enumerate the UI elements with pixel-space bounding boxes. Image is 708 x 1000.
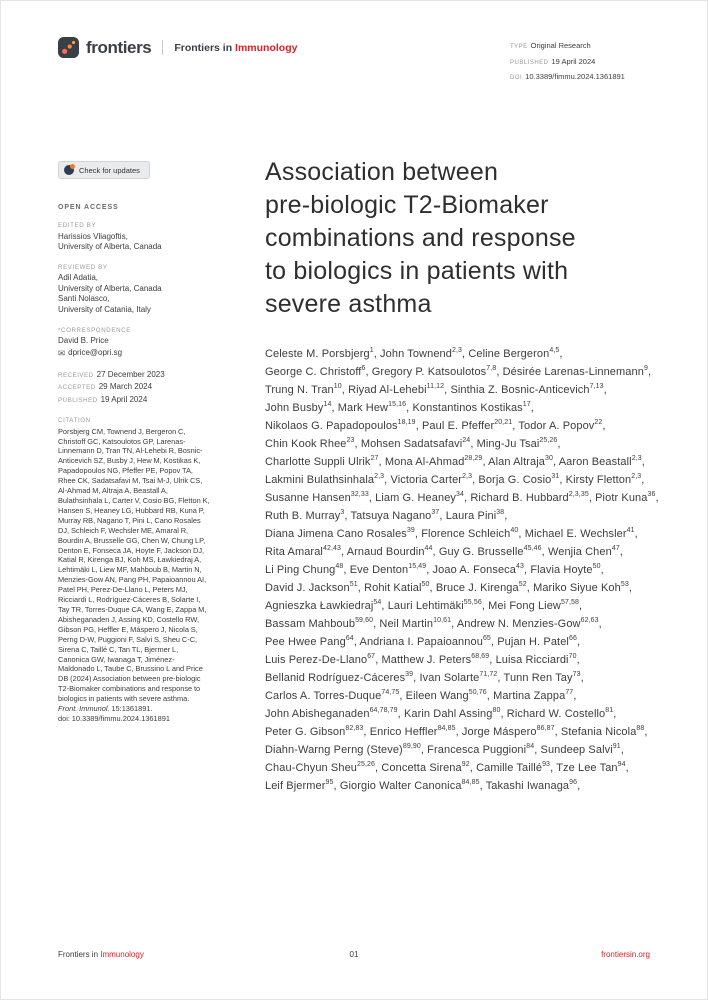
author: George C. Christoff$^6$, (265, 364, 369, 378)
author: Tatsuya Nagano$^{37}$, (350, 508, 443, 522)
author: Peter G. Gibson$^{82,83}$, (265, 724, 367, 738)
check-for-updates-button[interactable] (58, 161, 150, 179)
journal-name: Frontiers in Immunology (174, 41, 298, 54)
author: John Townend$^{2,3}$, (380, 346, 466, 360)
author: Chin Kook Rhee$^{23}$, (265, 436, 358, 450)
author-affiliation-sup: 92 (461, 760, 470, 768)
author-affiliation-sup: 59,60 (355, 616, 374, 624)
author-affiliation-sup: 1 (369, 346, 374, 354)
brand-divider (162, 40, 163, 55)
check-for-updates-label: Check for updates (79, 165, 140, 175)
frontiers-brand (58, 37, 297, 58)
author: Désirée Larenas-Linnemann$^9$, (502, 364, 652, 378)
sidebar-text-line: Santi Nolasco, (58, 294, 110, 304)
header-meta-row (510, 39, 650, 53)
author: Camille Taillé$^{93}$, (476, 760, 554, 774)
author-affiliation-sup: 93 (542, 760, 551, 768)
author-affiliation-sup: 38 (496, 508, 505, 516)
author: Lakmini Bulathsinhala$^{2,3}$, (265, 472, 388, 486)
author: Bruce J. Kirenga$^{52}$, (435, 580, 530, 594)
author: Nikolaos G. Papadopoulos$^{18,19}$, (265, 418, 419, 432)
author: Jorge Máspero$^{86,87}$, (461, 724, 558, 738)
author-affiliation-sup: 86,87 (536, 724, 555, 732)
correspondence-label: *CORRESPONDENCE (58, 326, 131, 334)
article-title (265, 156, 659, 321)
author: Alan Altraja$^{30}$, (488, 454, 557, 468)
author-affiliation-sup: 51 (349, 580, 358, 588)
correspondence-section (58, 327, 210, 358)
author: Bellanid Rodríguez-Cáceres$^{39}$, (265, 670, 417, 684)
sidebar-text-line: University of Alberta, Canada (58, 242, 162, 252)
author-affiliation-sup: 64,78,79 (369, 706, 398, 714)
author: Mariko Siyue Koh$^{53}$, (533, 580, 633, 594)
author-affiliation-sup: 23 (346, 436, 355, 444)
author-affiliation-sup: 50,76 (468, 688, 487, 696)
author: Celine Bergeron$^{4,5}$, (468, 346, 563, 360)
author-affiliation-sup: 20,21 (494, 418, 513, 426)
author-affiliation-sup: 2,3 (374, 472, 385, 480)
sidebar-text-line: Harissios Vliagoftis, (58, 231, 128, 241)
author-affiliation-sup: 2,3 (462, 472, 473, 480)
author-affiliation-sup: 2,3 (631, 472, 642, 480)
author: Victoria Carter$^{2,3}$, (390, 472, 476, 486)
author-affiliation-sup: 94 (617, 760, 626, 768)
sidebar-review-sections (58, 222, 210, 316)
correspondence-email-row (58, 348, 210, 358)
author: Laura Pini$^{38}$, (445, 508, 508, 522)
author-affiliation-sup: 84,85 (461, 778, 480, 786)
author: John Busby$^{14}$, (265, 400, 335, 414)
meta-label: TYPE (510, 44, 528, 50)
date-label: RECEIVED (58, 371, 94, 379)
sidebar-text-line: University of Alberta, Canada (58, 283, 162, 293)
author: Enrico Heffler$^{84,85}$, (369, 724, 459, 738)
date-value: 19 April 2024 (100, 394, 148, 404)
author: Stefania Nicola$^{88}$, (560, 724, 648, 738)
author-affiliation-sup: 52 (518, 580, 527, 588)
author: Sinthia Z. Bosnic-Anticevich$^{7,13}$, (450, 382, 607, 396)
author: David J. Jackson$^{51}$, (265, 580, 361, 594)
author-affiliation-sup: 14 (323, 400, 332, 408)
author: Gregory P. Katsoulotos$^{7,8}$, (371, 364, 500, 378)
author: Pee Hwee Pang$^{64}$, (265, 634, 357, 648)
author-affiliation-sup: 68,69 (471, 652, 490, 660)
author-affiliation-sup: 11,12 (426, 382, 445, 390)
author: Todor A. Popov$^{22}$, (518, 418, 606, 432)
author-affiliation-sup: 30 (545, 454, 554, 462)
author: Bassam Mahboub$^{59,60}$, (265, 616, 377, 630)
date-value: 29 March 2024 (98, 382, 153, 392)
author: Eileen Wang$^{50,76}$, (405, 688, 490, 702)
author-affiliation-sup: 77 (565, 688, 574, 696)
author: Pujan H. Patel$^{66}$, (497, 634, 581, 648)
author-affiliation-sup: 10,61 (433, 616, 452, 624)
author-affiliation-sup: 50 (592, 562, 601, 570)
author: Takashi Iwanaga$^{96}$, (485, 778, 581, 792)
frontiers-wordmark: frontiers (86, 37, 152, 57)
author: Andrew N. Menzies-Gow$^{62,63}$, (456, 616, 602, 630)
date-row (58, 381, 210, 394)
meta-value: 19 April 2024 (551, 56, 596, 66)
author: Giorgio Walter Canonica$^{84,85}$, (339, 778, 483, 792)
author: Neil Martin$^{10,61}$, (379, 616, 455, 630)
author-affiliation-sup: 96 (569, 778, 578, 786)
author: Aaron Beastall$^{2,3}$, (558, 454, 645, 468)
author: Paul E. Pfeffer$^{20,21}$, (422, 418, 516, 432)
author: Li Ping Chung$^{48}$, (265, 562, 347, 576)
date-row (58, 369, 210, 382)
author: Mona Al-Ahmad$^{28,29}$, (384, 454, 486, 468)
author: Riyad Al-Lehebi$^{11,12}$, (348, 382, 448, 396)
sidebar-section (58, 264, 210, 316)
author-affiliation-sup: 25,26 (357, 760, 376, 768)
author: Charlotte Suppli Ulrik$^{27}$, (265, 454, 382, 468)
citation-label: CITATION (58, 417, 91, 425)
author: Diana Jimena Cano Rosales$^{39}$, (265, 526, 419, 540)
author: Piotr Kuna$^{36}$, (595, 490, 659, 504)
meta-value: Original Research (530, 41, 591, 50)
sidebar-section-label: REVIEWED BY (58, 263, 108, 271)
footer-site-link[interactable]: frontiersin.org (601, 950, 650, 959)
author: Eve Denton$^{15,49}$, (349, 562, 430, 576)
author-affiliation-sup: 73 (572, 670, 581, 678)
author: Tze Lee Tan$^{94}$, (556, 760, 629, 774)
author-list (265, 345, 659, 795)
sidebar-section-label: EDITED BY (58, 222, 97, 229)
header-meta (510, 37, 650, 86)
author: Concetta Sirena$^{92}$, (381, 760, 473, 774)
author: Florence Schleich$^{40}$, (421, 526, 522, 540)
frontiers-logo-icon (58, 37, 79, 58)
author: Wenjia Chen$^{47}$, (547, 544, 623, 558)
author-affiliation-sup: 6 (361, 364, 366, 372)
author: Mark Hew$^{15,16}$, (337, 400, 410, 414)
author-affiliation-sup: 47 (611, 544, 620, 552)
citation-text: Porsbjerg CM, Townend J, Bergeron C, Christoff GC, Katsoulotos GP, Larenas-Linnemann D, Tran TN, Al-Lehebi R, Bosnic-Anticevich SZ, Busby J, Hew M, Kostikas K, Papadopoulos NG, Pfeffer PE, Popov TA, Rhee CK, Sadatsafavi M, Tsai M-J, Ulrik CS, Al-Ahmad M, Altraja A, Beastall A, Bulathsinhala L, Carter V, Cosio BG, Fletton K, Hansen S, Heaney LG, Hubbard RB, Kuna P, Murray RB, Nagano T, Pini L, Cano Rosales DJ, Schleich F, Wechsler ME, Amaral R, Bourdin A, Brusselle GG, Chen W, Chung LP, Denton E, Fonseca JA, Hoyte F, Jackson DJ, Katial R, Kirenga BJ, Koh MS, Ławkiedraj A, Lehtimäki L, Liew MF, Mahboub B, Martin N, Menzies-Gow AN, Pang PH, Papaioannou AI, Patel PH, Perez-De-Llano L, Peters MJ, Ricciardi L, Rodríguez-Cáceres B, Solarte I, Tay TR, Torres-Duque CA, Wang E, Zappa M, Abisheganaden J, Assing KD, Costello RW, Gibson PG, Heffler E, Máspero J, Nicola S, Perng D-W, Puggioni F, Salvi S, Sheu C-C, Sirena C, Taillé C, Tan TL, Bjermer L, Canonica GW, Iwanaga T, Jiménez-Maldonado L, Taube C, Brussino L and Price DB (2024) Association between pre-biologic T2-Biomaker combinations and response to biologics in patients with severe asthma. Front. Immunol. 15:1361891. doi: 10.3389/fimmu.2024.1361891 (58, 426, 210, 723)
author: Liam G. Heaney$^{34}$, (375, 490, 468, 504)
author: Arnaud Bourdin$^{44}$, (346, 544, 436, 558)
author-affiliation-sup: 4,5 (549, 346, 560, 354)
crossmark-icon (64, 165, 74, 175)
author-affiliation-sup: 70 (568, 652, 577, 660)
author-affiliation-sup: 62,63 (580, 616, 599, 624)
author: Ivan Solarte$^{71,72}$, (419, 670, 501, 684)
author-affiliation-sup: 54 (373, 598, 382, 606)
author-affiliation-sup: 39 (405, 670, 414, 678)
author-affiliation-sup: 18,19 (397, 418, 416, 426)
author: Lauri Lehtimäki$^{55,56}$, (387, 598, 485, 612)
author: Borja G. Cosio$^{31}$, (478, 472, 563, 486)
author: Luis Perez-De-Llano$^{67}$, (265, 652, 379, 666)
author-affiliation-sup: 39 (406, 526, 415, 534)
author-affiliation-sup: 7,13 (589, 382, 604, 390)
author-affiliation-sup: 2,3 (631, 454, 642, 462)
author-affiliation-sup: 28,29 (464, 454, 483, 462)
author-affiliation-sup: 25,26 (539, 436, 558, 444)
author-affiliation-sup: 17 (522, 400, 531, 408)
author: Richard W. Costello$^{81}$, (506, 706, 617, 720)
title-line: severe asthma (265, 290, 432, 318)
author: Sundeep Salvi$^{91}$, (540, 742, 624, 756)
author-affiliation-sup: 24 (462, 436, 471, 444)
date-value: 27 December 2023 (96, 369, 165, 379)
author: Konstantinos Kostikas$^{17}$, (412, 400, 534, 414)
title-line: combinations and response (265, 224, 576, 252)
author-affiliation-sup: 42,43 (322, 544, 341, 552)
author-affiliation-sup: 64 (345, 634, 354, 642)
author-affiliation-sup: 71,72 (479, 670, 498, 678)
author: Tunn Ren Tay$^{73}$, (503, 670, 584, 684)
author-affiliation-sup: 27 (370, 454, 379, 462)
author: Susanne Hansen$^{32,33}$, (265, 490, 372, 504)
author-affiliation-sup: 65 (482, 634, 491, 642)
author-affiliation-sup: 67 (367, 652, 376, 660)
author: Celeste M. Porsbjerg$^1$, (265, 346, 377, 360)
date-row (58, 394, 210, 407)
author-affiliation-sup: 57,58 (560, 598, 580, 606)
author-affiliation-sup: 95 (325, 778, 334, 786)
author: Joao A. Fonseca$^{43}$, (432, 562, 528, 576)
envelope-icon: ✉ (58, 347, 66, 358)
meta-label: PUBLISHED (510, 59, 549, 66)
author-affiliation-sup: 2,3 (451, 346, 463, 354)
author-affiliation-sup: 36 (647, 490, 656, 498)
correspondence-email-link[interactable]: dprice@opri.sg (68, 348, 123, 358)
author-affiliation-sup: 37 (431, 508, 440, 516)
title-line: Association between (265, 158, 499, 186)
author-affiliation-sup: 44 (424, 544, 433, 552)
author-affiliation-sup: 84 (526, 742, 535, 750)
author: Carlos A. Torres-Duque$^{74,75}$, (265, 688, 403, 702)
footer-page-number: 01 (349, 950, 359, 959)
author: Flavia Hoyte$^{50}$, (530, 562, 604, 576)
author: Mei Fong Liew$^{57,58}$, (488, 598, 583, 612)
author: Francesca Puggioni$^{84}$, (427, 742, 538, 756)
author: Rohit Katial$^{50}$, (364, 580, 433, 594)
correspondence-name: David B. Price (58, 336, 109, 346)
open-access-label: OPEN ACCESS (58, 204, 119, 211)
header-meta-row (510, 70, 650, 84)
date-label: ACCEPTED (58, 384, 96, 392)
author: Luisa Ricciardi$^{70}$, (495, 652, 580, 666)
title-line: to biologics in patients with (265, 257, 569, 285)
sidebar (58, 161, 210, 724)
sidebar-text-line: University of Catania, Italy (58, 304, 151, 314)
author-affiliation-sup: 88 (636, 724, 645, 732)
meta-value: 10.3389/fimmu.2024.1361891 (525, 72, 625, 81)
author-affiliation-sup: 2,3,35 (568, 490, 589, 498)
citation-doi: doi: 10.3389/fimmu.2024.1361891 (58, 713, 170, 723)
author-affiliation-sup: 15,16 (388, 400, 407, 408)
author-affiliation-sup: 34 (456, 490, 465, 498)
author: Karin Dahl Assing$^{80}$, (403, 706, 504, 720)
author-affiliation-sup: 80 (492, 706, 501, 714)
article-main (265, 156, 659, 795)
title-line: pre-biologic T2-Biomaker (265, 191, 549, 219)
author: Ruth B. Murray$^3$, (265, 508, 348, 522)
header-meta-row (510, 55, 650, 69)
author-affiliation-sup: 66 (568, 634, 577, 642)
author: Guy G. Brusselle$^{45,46}$, (438, 544, 545, 558)
footer-journal: Frontiers in Immunology (58, 950, 144, 959)
author-affiliation-sup: 40 (510, 526, 519, 534)
citation-section (58, 417, 210, 724)
author: Kirsty Fletton$^{2,3}$, (565, 472, 645, 486)
author-affiliation-sup: 22 (594, 418, 603, 426)
author-affiliation-sup: 31 (551, 472, 560, 480)
author: Diahn-Warng Perng (Steve)$^{89,90}$, (265, 742, 425, 756)
author-affiliation-sup: 55,56 (463, 598, 482, 606)
author: Richard B. Hubbard$^{2,3,35}$, (470, 490, 592, 504)
author-affiliation-sup: 7,8 (486, 364, 497, 372)
author: Chau-Chyun Sheu$^{25,26}$, (265, 760, 379, 774)
author-affiliation-sup: 45,46 (523, 544, 542, 552)
dates-block (58, 369, 210, 407)
author: Leif Bjermer$^{95}$, (265, 778, 337, 792)
author-affiliation-sup: 43 (516, 562, 524, 570)
author: Rita Amaral$^{42,43}$, (265, 544, 345, 558)
page-header (58, 37, 650, 86)
author-affiliation-sup: 32,33 (350, 490, 369, 498)
author-affiliation-sup: 10 (333, 382, 342, 390)
sidebar-text-line: Adil Adatia, (58, 273, 99, 283)
author: Michael E. Wechsler$^{41}$, (524, 526, 638, 540)
author-affiliation-sup: 3 (340, 508, 345, 516)
author: John Abisheganaden$^{64,78,79}$, (265, 706, 401, 720)
author-affiliation-sup: 84,85 (437, 724, 456, 732)
author: Ming-Ju Tsai$^{25,26}$, (476, 436, 561, 450)
author: Andriana I. Papaioannou$^{65}$, (359, 634, 495, 648)
author-affiliation-sup: 91 (612, 742, 621, 750)
author-affiliation-sup: 81 (605, 706, 614, 714)
author: Mohsen Sadatsafavi$^{24}$, (360, 436, 474, 450)
date-label: PUBLISHED (58, 396, 98, 404)
author-affiliation-sup: 89,90 (402, 742, 421, 750)
author-affiliation-sup: 15,49 (408, 562, 427, 570)
author-affiliation-sup: 50 (421, 580, 430, 588)
author: Martina Zappa$^{77}$, (493, 688, 577, 702)
author: Matthew J. Peters$^{68,69}$, (381, 652, 493, 666)
author-affiliation-sup: 48 (335, 562, 344, 570)
author-affiliation-sup: 74,75 (381, 688, 400, 696)
meta-label: DOI (510, 75, 523, 81)
sidebar-section (58, 222, 210, 253)
author: Trung N. Tran$^{10}$, (265, 382, 345, 396)
author-affiliation-sup: 82,83 (345, 724, 364, 732)
author-affiliation-sup: 53 (620, 580, 629, 588)
author: Agnieszka Ławkiedraj$^{54}$, (265, 598, 385, 612)
author-affiliation-sup: 9 (643, 364, 648, 372)
author-affiliation-sup: 41 (626, 526, 635, 534)
